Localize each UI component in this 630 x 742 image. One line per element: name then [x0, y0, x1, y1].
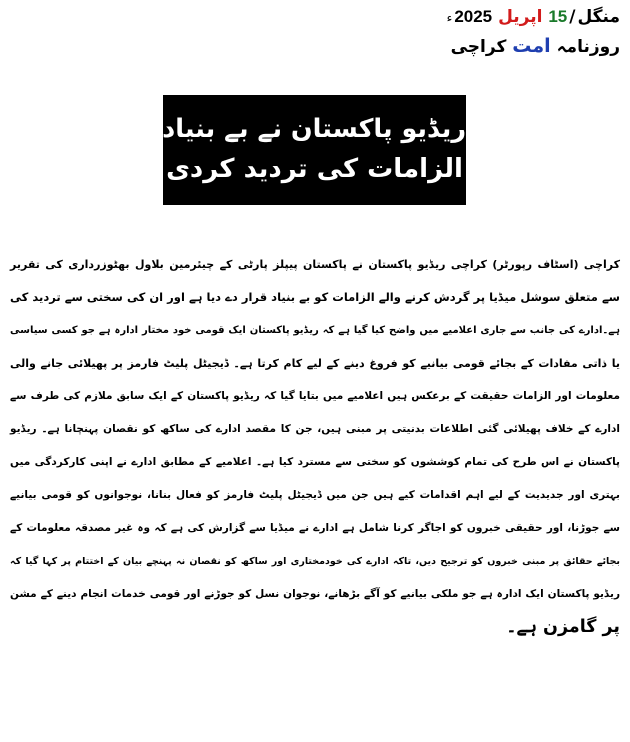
article-line: ادارے کے خلاف پھیلائی گئی اطلاعات بدنیتی پر مبنی ہیں، جن کا مقصد ادارے کی ساکھ کو نقصان پہنچانا ہے۔ ریڈیو — [10, 423, 620, 435]
headline-line-2: الزامات کی تردید کردی — [166, 154, 463, 184]
newspaper-prefix: روزنامہ — [556, 37, 620, 57]
dateline-day: منگل — [577, 7, 620, 27]
article-line: سے متعلق سوشل میڈیا پر گردش کرنے والے الزامات کو بے بنیاد قرار دے دیا ہے اور ان کی سختی سے تردید کی — [10, 290, 620, 304]
article-line: کراچی (اسٹاف رپورٹر) کراچی ریڈیو پاکستان نے پاکستان پیپلز پارٹی کے چیئرمین بلاول بھٹوزرداری کی تقریر — [10, 258, 620, 271]
article-line: ریڈیو پاکستان ایک ادارہ ہے جو ملکی بیانیے کو آگے بڑھانے، نوجوان نسل کو جوڑنے اور قومی خدمات انجام دینے کے مشن — [10, 588, 620, 600]
article-line: پر گامزن ہے۔ — [506, 617, 620, 637]
dateline-era: ء — [446, 11, 453, 25]
article-line: ہے۔ادارے کی جانب سے جاری اعلامیے میں واضح کیا گیا ہے کہ ریڈیو پاکستان ایک قومی خود مختار ادارہ ہے جو کسی سیاسی — [10, 325, 620, 336]
newspaper-city: کراچی — [450, 37, 507, 57]
dateline — [447, 5, 620, 30]
article-line: یا ذاتی مفادات کے بجائے قومی بیانیے کو فروغ دینے کے لیے کام کرتا ہے۔ ڈیجیٹل پلیٹ فارمز پر پھیلائی جانے والی — [10, 357, 620, 370]
article-line: بہتری اور جدیدیت کے لیے اہم اقدامات کیے ہیں جن میں ڈیجیٹل پلیٹ فارمز کو فعال بنانا، نوجوانوں کو قومی بیانیے — [10, 489, 620, 501]
dateline-separator: / — [569, 7, 576, 27]
newspaper-name — [451, 34, 620, 59]
article-line: سے جوڑنا، اور حقیقی خبروں کو اجاگر کرنا شامل ہے ادارے نے میڈیا سے گزارش کی ہے کہ وہ غیر مصدقہ معلومات کے — [10, 522, 620, 534]
headline-box — [163, 95, 466, 205]
dateline-month: اپریل — [498, 7, 543, 27]
headline-line-1: ریڈیو پاکستان نے بے بنیاد — [162, 114, 466, 144]
article-body — [10, 248, 620, 644]
dateline-date-number: 15 — [548, 7, 568, 26]
article-line: معلومات اور الزامات حقیقت کے برعکس ہیں اعلامیے میں بتایا گیا کہ ریڈیو پاکستان کے ایک سابق ملازم کی طرف سے — [10, 390, 620, 402]
newspaper-brand: امت — [512, 35, 551, 57]
article-line: بجائے حقائق پر مبنی خبروں کو ترجیح دیں، تاکہ ادارے کی خودمختاری اور ساکھ کو نقصان نہ پہنچے بیان کے اختتام پر کہا گیا کہ — [10, 556, 620, 567]
article-line: پاکستان نے اس طرح کی تمام کوششوں کو سختی سے مسترد کیا ہے۔ اعلامیے کے مطابق ادارے نے اپنی کارکردگی میں — [10, 456, 620, 468]
dateline-year: 2025 — [454, 7, 493, 26]
